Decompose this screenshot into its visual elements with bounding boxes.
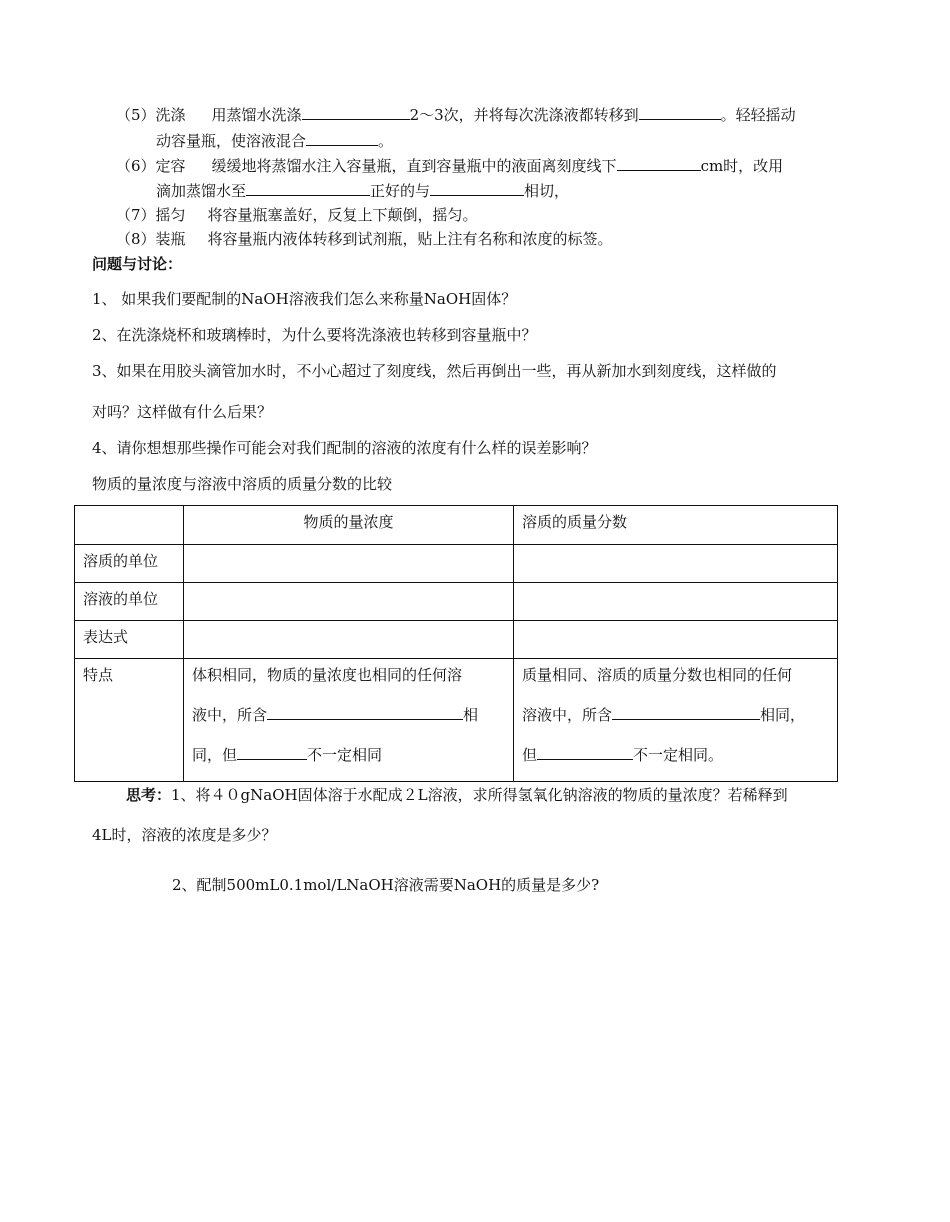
feature-cell-mass-fraction bbox=[514, 659, 838, 782]
discussion-question-4: 4、请你想想那些操作可能会对我们配制的溶液的浓度有什么样的误差影响？ bbox=[92, 439, 597, 457]
feature-molarity-blank-2 bbox=[237, 744, 307, 760]
feature-molarity-a: 体积相同，物质的量浓度也相同的任何溶 bbox=[192, 666, 463, 684]
feature-mass-e: 不一定相同。 bbox=[633, 746, 724, 764]
step-7-text: 将容量瓶塞盖好，反复上下颠倒，摇匀。 bbox=[207, 206, 478, 224]
discussion-question-1: 1、 如果我们要配制的NaOH溶液我们怎么来称量NaOH固体？ bbox=[92, 290, 517, 308]
step-5-blank-1 bbox=[302, 104, 410, 120]
step-5-text-1: 用蒸馏水洗涤 bbox=[211, 106, 302, 124]
feature-mass-d: 但 bbox=[522, 746, 538, 764]
step-5-text-5: 。 bbox=[378, 132, 394, 150]
step-6-blank-3 bbox=[430, 180, 524, 196]
think-question-1b: 4L时，溶液的浓度是多少？ bbox=[92, 826, 277, 844]
feature-molarity-d: 同，但 bbox=[192, 746, 238, 764]
row-label-features: 特点 bbox=[75, 659, 184, 782]
step-5-line-1 bbox=[116, 104, 796, 125]
step-6-blank-2 bbox=[246, 180, 370, 196]
step-5-text-2: 2～3次，并将每次洗涤液都转移到 bbox=[409, 106, 639, 124]
step-6-text-4: 正好的与 bbox=[370, 182, 431, 200]
table-header-mass-fraction: 溶质的质量分数 bbox=[514, 506, 838, 545]
step-6-text-5: 相切， bbox=[524, 182, 570, 200]
step-5-blank-2 bbox=[639, 104, 721, 120]
table-header-molarity: 物质的量浓度 bbox=[184, 506, 514, 545]
discussion-question-3a: 3、如果在用胶头滴管加水时，不小心超过了刻度线，然后再倒出一些，再从新加水到刻度线，这样做的 bbox=[92, 362, 777, 380]
table-cell bbox=[184, 545, 514, 583]
table-cell bbox=[514, 545, 838, 583]
step-5-label: （5）洗涤 bbox=[116, 106, 186, 124]
step-6-text-2: cm时，改用 bbox=[700, 157, 784, 175]
step-7-line bbox=[116, 205, 478, 225]
step-8-label: （8）装瓶 bbox=[116, 230, 186, 248]
step-6-text-3: 滴加蒸馏水至 bbox=[156, 182, 247, 200]
table-cell bbox=[514, 621, 838, 659]
table-header-row bbox=[75, 506, 838, 545]
table-row bbox=[75, 583, 838, 621]
think-q1a-text: 1、将４０gNaOH固体溶于水配成２L溶液，求所得氢氧化钠溶液的物质的量浓度？若稀释到 bbox=[171, 786, 788, 804]
feature-molarity-e: 不一定相同 bbox=[307, 746, 383, 764]
comparison-table bbox=[74, 505, 838, 782]
table-row bbox=[75, 659, 838, 782]
comparison-caption: 物质的量浓度与溶液中溶质的质量分数的比较 bbox=[92, 475, 393, 493]
think-question-1a bbox=[126, 785, 788, 805]
think-question-2: 2、配制500mL0.1mol/LNaOH溶液需要NaOH的质量是多少? bbox=[172, 876, 600, 894]
discussion-question-2: 2、在洗涤烧杯和玻璃棒时，为什么要将洗涤液也转移到容量瓶中？ bbox=[92, 326, 537, 344]
step-5-text-4: 动容量瓶，使溶液混合 bbox=[156, 132, 307, 150]
table-row bbox=[75, 621, 838, 659]
feature-molarity-blank-1 bbox=[267, 704, 463, 720]
table-row bbox=[75, 545, 838, 583]
step-8-text: 将容量瓶内液体转移到试剂瓶，贴上注有名称和浓度的标签。 bbox=[207, 230, 613, 248]
table-cell bbox=[184, 621, 514, 659]
feature-mass-b: 溶液中，所含 bbox=[522, 706, 613, 724]
step-5-text-3: 。轻轻摇动 bbox=[720, 106, 796, 124]
table-corner-cell bbox=[75, 506, 184, 545]
table-cell bbox=[514, 583, 838, 621]
feature-molarity-b: 液中，所含 bbox=[192, 706, 268, 724]
step-5-line-2 bbox=[156, 130, 393, 151]
row-label-solution-unit: 溶液的单位 bbox=[75, 583, 184, 621]
feature-mass-blank-2 bbox=[537, 744, 633, 760]
step-6-blank-1 bbox=[617, 155, 701, 171]
step-5-blank-3 bbox=[306, 130, 378, 146]
table-cell bbox=[184, 583, 514, 621]
step-6-label: （6）定容 bbox=[116, 157, 186, 175]
feature-molarity-c: 相 bbox=[463, 706, 479, 724]
discussion-question-3b: 对吗？这样做有什么后果？ bbox=[92, 403, 273, 421]
think-label: 思考： bbox=[126, 786, 172, 804]
step-6-text-1: 缓缓地将蒸馏水注入容量瓶，直到容量瓶中的液面离刻度线下 bbox=[211, 157, 617, 175]
feature-mass-a: 质量相同、溶质的质量分数也相同的任何 bbox=[522, 666, 793, 684]
feature-mass-c: 相同， bbox=[760, 706, 806, 724]
discussion-heading: 问题与讨论： bbox=[92, 255, 183, 273]
step-8-line bbox=[116, 229, 613, 249]
row-label-expression: 表达式 bbox=[75, 621, 184, 659]
step-6-line-2 bbox=[156, 180, 569, 201]
feature-mass-blank-1 bbox=[612, 704, 760, 720]
step-6-line-1 bbox=[116, 155, 783, 176]
row-label-solute-unit: 溶质的单位 bbox=[75, 545, 184, 583]
feature-cell-molarity bbox=[184, 659, 514, 782]
step-7-label: （7）摇匀 bbox=[116, 206, 186, 224]
